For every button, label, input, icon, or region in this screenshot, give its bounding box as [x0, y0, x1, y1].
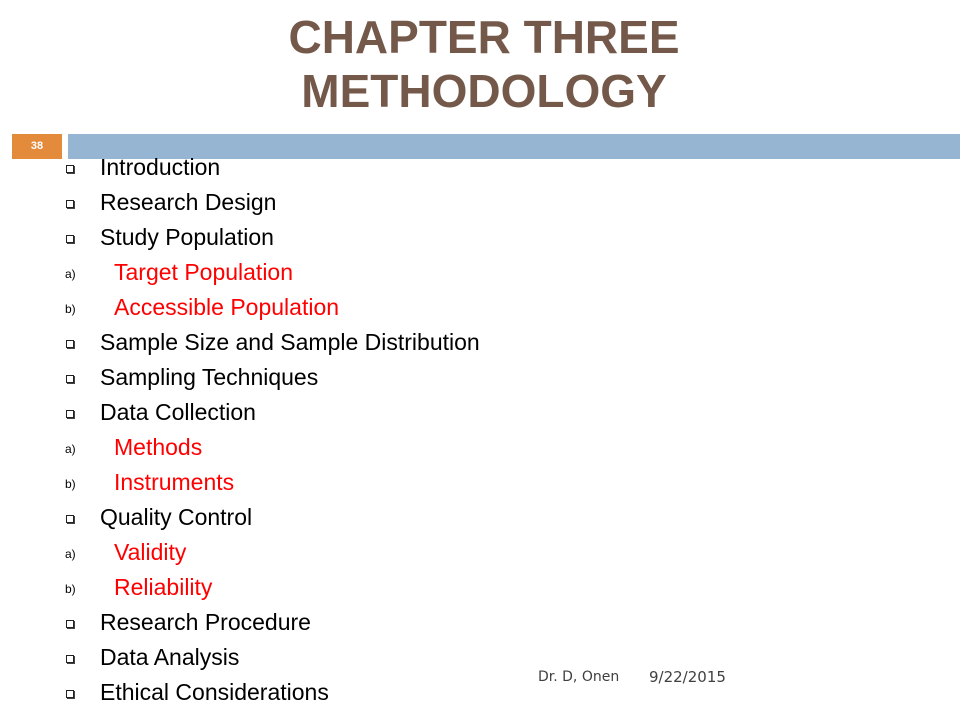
list-item-text: Reliability — [114, 574, 213, 600]
sub-list-item — [62, 290, 762, 325]
square-bullet-icon — [66, 655, 74, 663]
square-bullet-icon — [66, 410, 74, 418]
list-item-text: Sample Size and Sample Distribution — [100, 329, 480, 355]
square-bullet-icon — [66, 620, 74, 628]
sub-item-marker: a) — [65, 547, 76, 561]
list-item — [62, 150, 762, 185]
content-list — [62, 150, 762, 710]
sub-list-item — [62, 255, 762, 290]
list-item — [62, 360, 762, 395]
list-item-text: Quality Control — [100, 504, 253, 530]
square-bullet-icon — [66, 515, 74, 523]
sub-item-marker: b) — [65, 582, 76, 596]
list-item-text: Research Procedure — [100, 609, 311, 635]
sub-list-item — [62, 570, 762, 605]
list-item — [62, 220, 762, 255]
footer-author: Dr. D, Onen — [538, 669, 620, 685]
list-item-text: Research Design — [100, 189, 277, 215]
sub-list-item — [62, 430, 762, 465]
slide-title-line-1: CHAPTER THREE — [288, 11, 680, 63]
list-item-text: Accessible Population — [114, 294, 340, 320]
list-item-text: Methods — [114, 434, 203, 460]
list-item — [62, 325, 762, 360]
square-bullet-icon — [66, 235, 74, 243]
list-item — [62, 605, 762, 640]
list-item-text: Instruments — [114, 469, 235, 495]
list-item — [62, 185, 762, 220]
slide-title-line-2: METHODOLOGY — [301, 65, 667, 117]
square-bullet-icon — [66, 200, 74, 208]
sub-item-marker: a) — [65, 442, 76, 456]
sub-list-item — [62, 535, 762, 570]
list-item-text: Target Population — [114, 259, 294, 285]
footer-date: 9/22/2015 — [649, 668, 726, 686]
slide-title — [0, 10, 960, 118]
sub-item-marker: b) — [65, 302, 76, 316]
slide-number: 38 — [12, 134, 62, 159]
list-item — [62, 500, 762, 535]
square-bullet-icon — [66, 340, 74, 348]
square-bullet-icon — [66, 165, 74, 173]
list-item-text: Sampling Techniques — [100, 364, 319, 390]
list-item — [62, 395, 762, 430]
list-item-text: Data Analysis — [100, 644, 240, 670]
sub-item-marker: a) — [65, 267, 76, 281]
list-item-text: Validity — [114, 539, 187, 565]
sub-list-item — [62, 465, 762, 500]
square-bullet-icon — [66, 690, 74, 698]
sub-item-marker: b) — [65, 477, 76, 491]
square-bullet-icon — [66, 375, 74, 383]
list-item-text: Ethical Considerations — [100, 679, 329, 705]
list-item-text: Study Population — [100, 224, 274, 250]
list-item-text: Introduction — [100, 154, 221, 180]
list-item-text: Data Collection — [100, 399, 256, 425]
